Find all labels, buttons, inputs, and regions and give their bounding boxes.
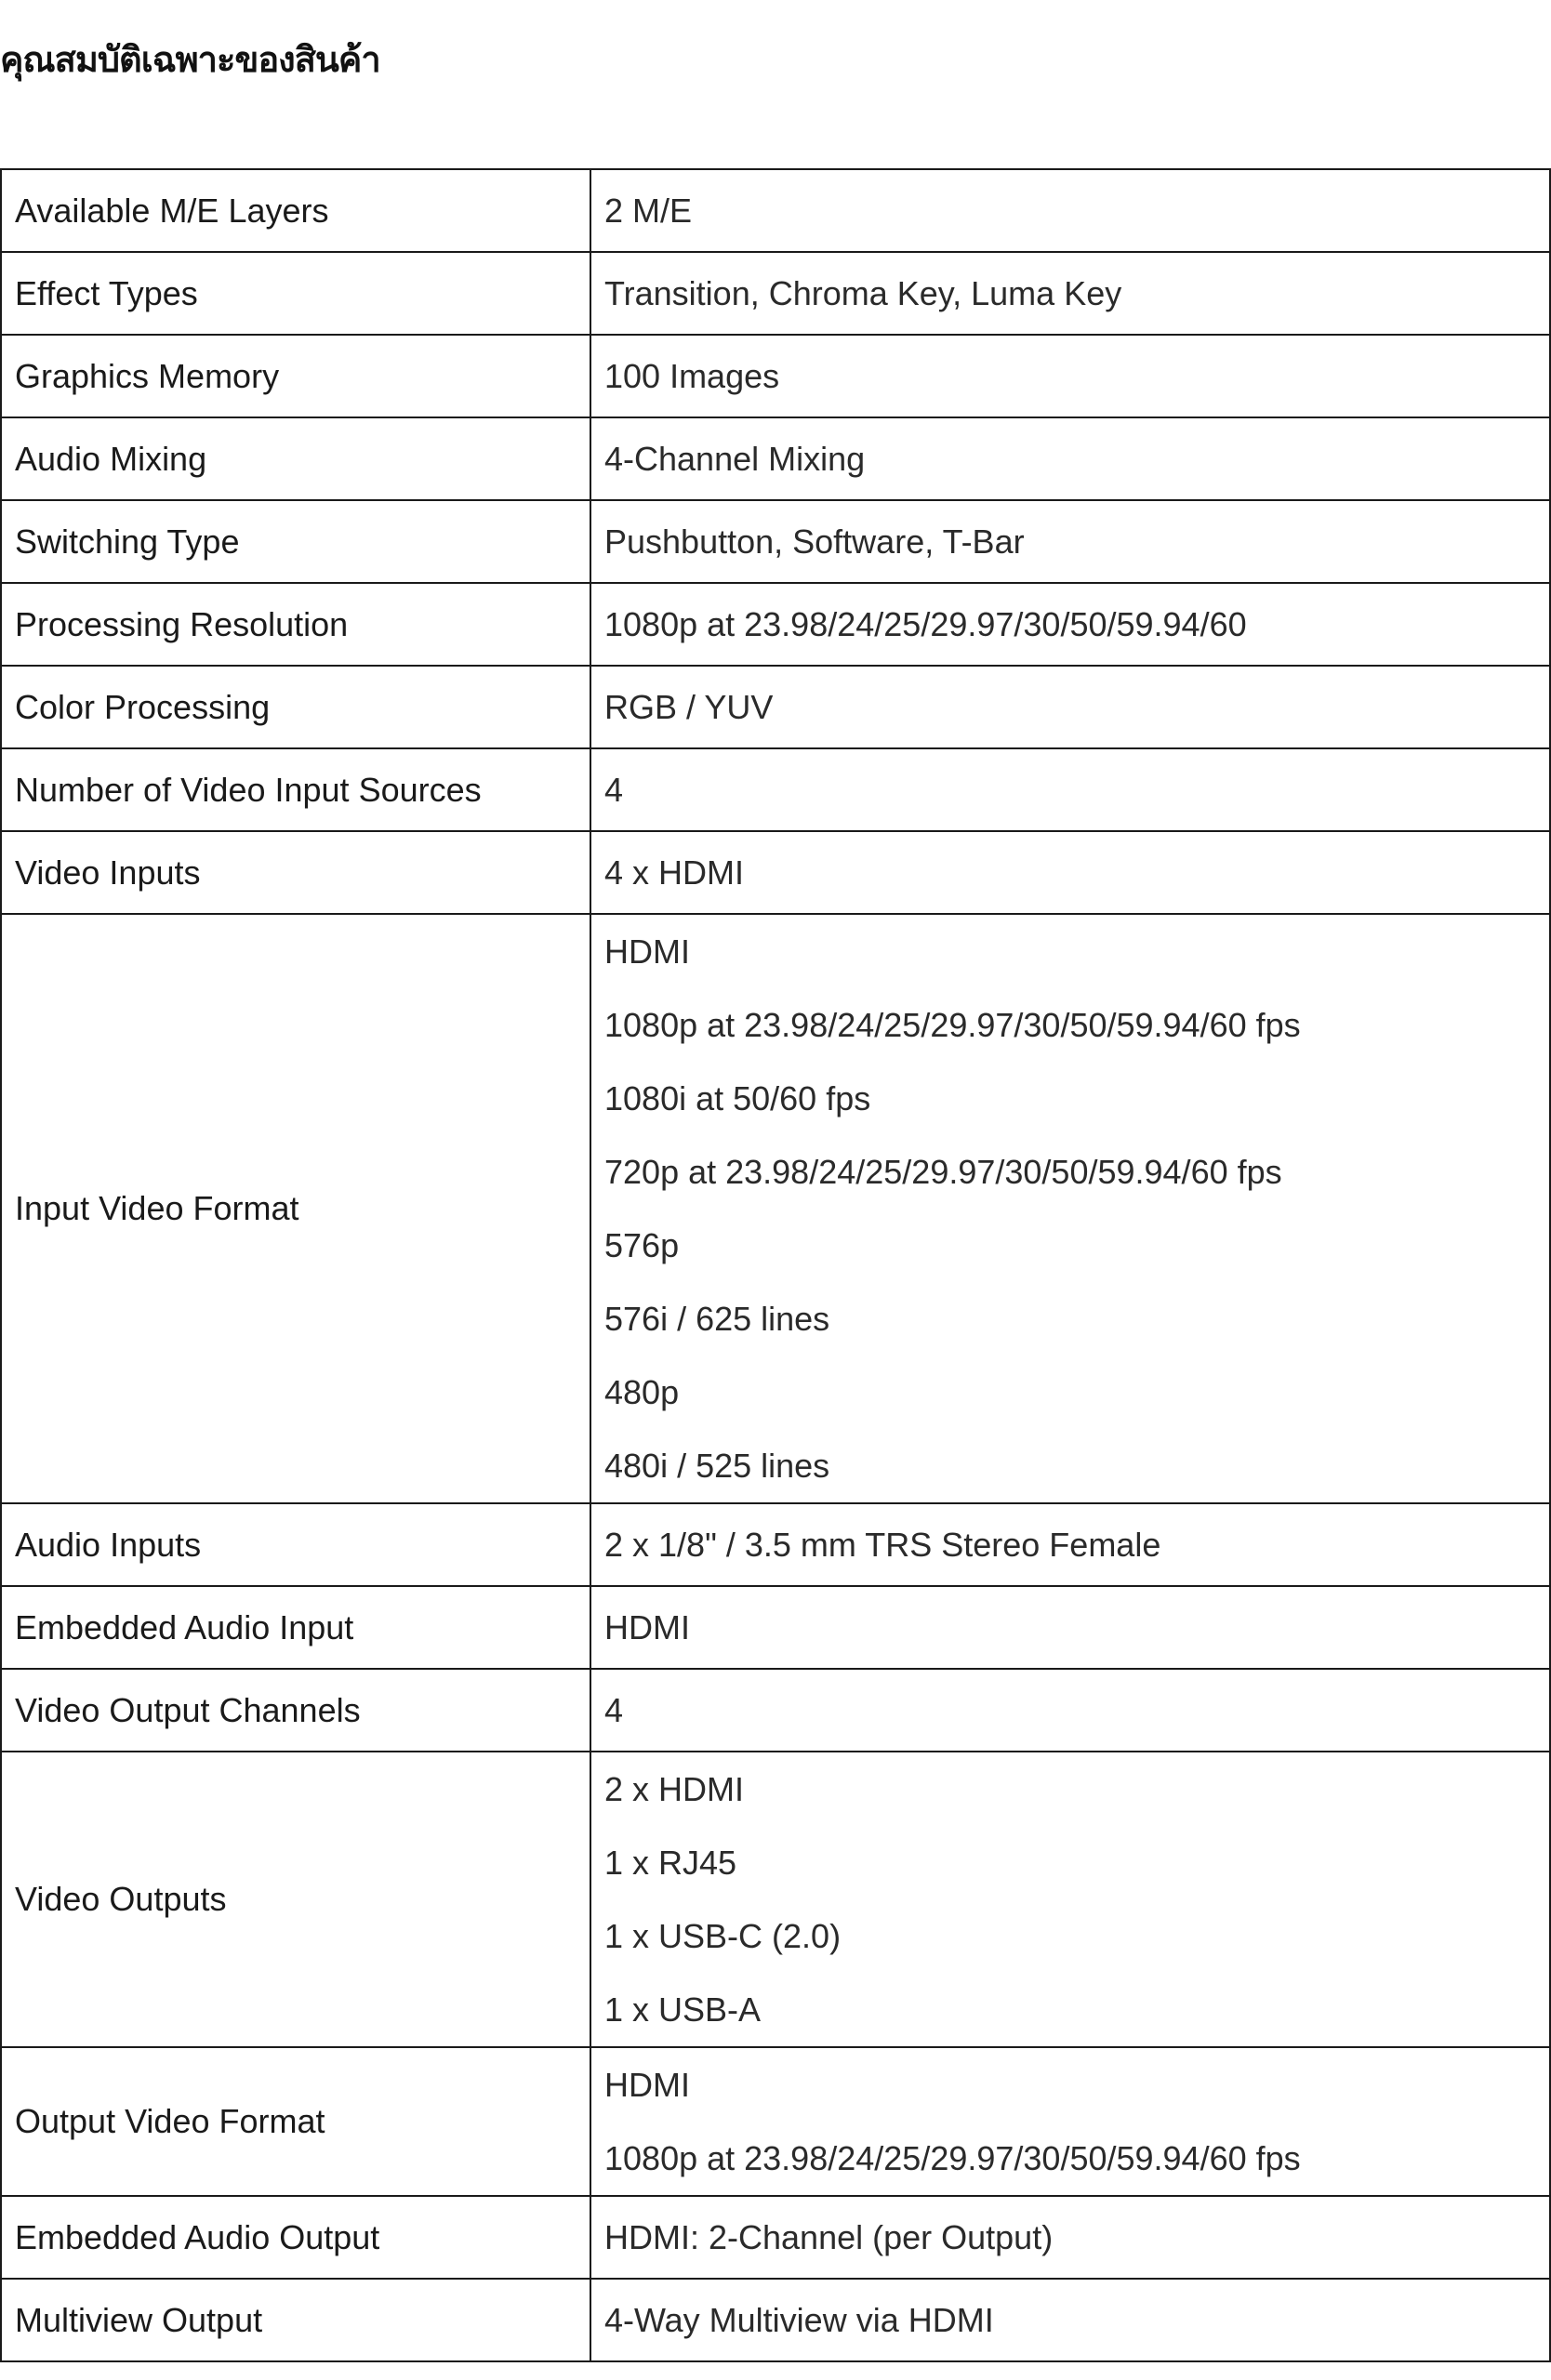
spec-value-line: 1 x USB-C (2.0) [604, 1917, 842, 1955]
spec-value: 4-Way Multiview via HDMI [590, 2279, 1550, 2361]
table-row [1, 831, 1550, 914]
table-row [1, 748, 1550, 831]
table-row [1, 1586, 1550, 1669]
spec-value-line: 480p [604, 1373, 680, 1411]
spec-value-line: 1080p at 23.98/24/25/29.97/30/50/59.94/60 fps [604, 1006, 1301, 1044]
spec-value [590, 914, 1550, 1503]
spec-value-line: 2 x HDMI [604, 1770, 745, 1808]
table-row [1, 914, 1550, 1503]
spec-value: HDMI: 2-Channel (per Output) [590, 2196, 1550, 2279]
spec-label: Output Video Format [1, 2047, 590, 2196]
table-row [1, 335, 1550, 417]
spec-table [0, 168, 1551, 2362]
spec-value: 1080p at 23.98/24/25/29.97/30/50/59.94/60 [590, 583, 1550, 666]
spec-label: Available M/E Layers [1, 169, 590, 252]
spec-label: Number of Video Input Sources [1, 748, 590, 831]
table-row [1, 666, 1550, 748]
spec-label: Switching Type [1, 500, 590, 583]
spec-label: Embedded Audio Output [1, 2196, 590, 2279]
spec-label: Multiview Output [1, 2279, 590, 2361]
table-row [1, 2196, 1550, 2279]
spec-value-line: 1080p at 23.98/24/25/29.97/30/50/59.94/60 fps [604, 2139, 1301, 2177]
spec-value-line: 1 x RJ45 [604, 1844, 737, 1882]
table-row [1, 2047, 1550, 2196]
spec-value: RGB / YUV [590, 666, 1550, 748]
spec-value-line: 480i / 525 lines [604, 1447, 830, 1485]
spec-value-line: 1080i at 50/60 fps [604, 1079, 871, 1117]
spec-label: Video Output Channels [1, 1669, 590, 1752]
table-row [1, 583, 1550, 666]
table-row [1, 252, 1550, 335]
spec-label: Embedded Audio Input [1, 1586, 590, 1669]
spec-value: 4-Channel Mixing [590, 417, 1550, 500]
spec-table-body [1, 169, 1550, 2361]
spec-label: Video Outputs [1, 1752, 590, 2047]
spec-value: 2 M/E [590, 169, 1550, 252]
table-row [1, 417, 1550, 500]
spec-value-line: 1 x USB-A [604, 1990, 762, 2029]
table-row [1, 1503, 1550, 1586]
spec-value: 4 x HDMI [590, 831, 1550, 914]
spec-value: 100 Images [590, 335, 1550, 417]
spec-label: Graphics Memory [1, 335, 590, 417]
page-title: คุณสมบัติเฉพาะของสินค้า [0, 39, 380, 80]
table-row [1, 2279, 1550, 2361]
spec-value-line: 576i / 625 lines [604, 1300, 830, 1338]
spec-value: Pushbutton, Software, T-Bar [590, 500, 1550, 583]
spec-label: Audio Mixing [1, 417, 590, 500]
spec-value: HDMI [590, 1586, 1550, 1669]
spec-label: Audio Inputs [1, 1503, 590, 1586]
spec-value: 4 [590, 1669, 1550, 1752]
spec-value-line: HDMI [604, 2066, 690, 2104]
spec-value [590, 1752, 1550, 2047]
spec-label: Effect Types [1, 252, 590, 335]
spec-value-line: 720p at 23.98/24/25/29.97/30/50/59.94/60 fps [604, 1153, 1282, 1191]
spec-value-line: 576p [604, 1226, 680, 1264]
spec-value: Transition, Chroma Key, Luma Key [590, 252, 1550, 335]
spec-value: 4 [590, 748, 1550, 831]
spec-label: Processing Resolution [1, 583, 590, 666]
table-row [1, 1752, 1550, 2047]
spec-label: Video Inputs [1, 831, 590, 914]
table-row [1, 1669, 1550, 1752]
spec-value-line: HDMI [604, 932, 690, 971]
table-row [1, 500, 1550, 583]
spec-value: 2 x 1/8" / 3.5 mm TRS Stereo Female [590, 1503, 1550, 1586]
table-row [1, 169, 1550, 252]
spec-value [590, 2047, 1550, 2196]
spec-label: Color Processing [1, 666, 590, 748]
spec-label: Input Video Format [1, 914, 590, 1503]
